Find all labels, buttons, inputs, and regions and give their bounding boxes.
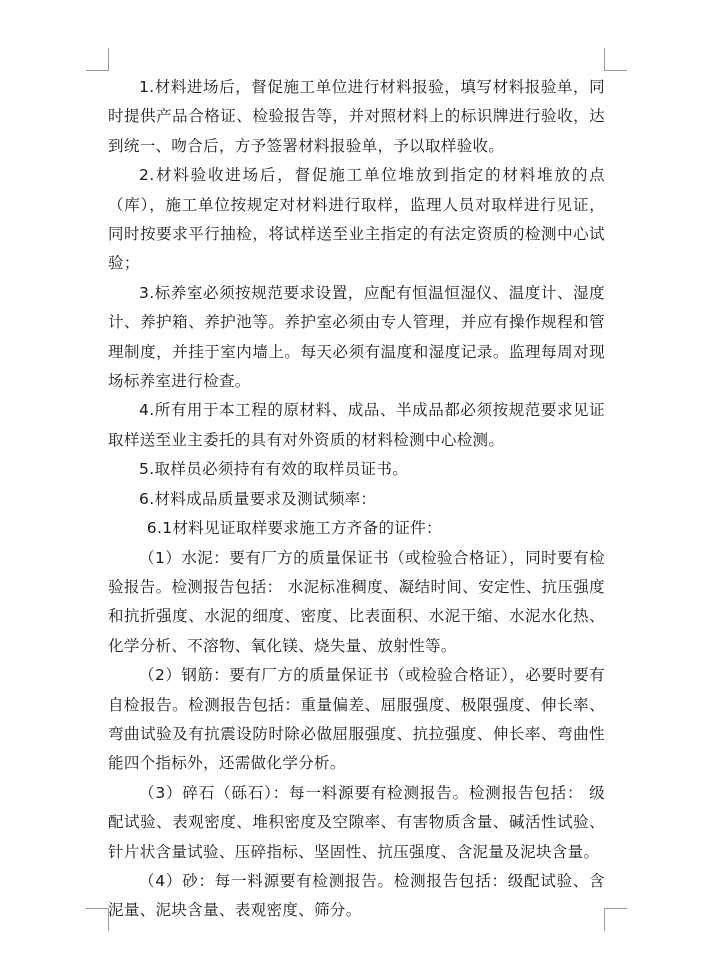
crop-mark-bottom-right — [604, 908, 627, 931]
paragraph-sand: （4）砂：每一料源要有检测报告。检测报告包括：级配试验、含泥量、泥块含量、表观密度、筛分。 — [108, 871, 605, 920]
paragraph-section-6-1: 6.1材料见证取样要求施工方齐备的证件： — [146, 519, 442, 538]
paragraph-material-entry: 1.材料进场后，督促施工单位进行材料报验，填写材料报验单，同时提供产品合格证、检验报告等，并对照材料上的标识牌进行验收，达到统一、吻合后，方予签署材料报验单，予以取样验收。 — [108, 78, 605, 155]
paragraph-cement: （1）水泥：要有厂方的质量保证书（或检验合格证），同时要有检验报告。检测报告包括： 水泥标准稠度、凝结时间、安定性、抗压强度和抗折强度、水泥的细度、密度、比表面积、水泥干缩、水泥水化热、化学分析、不溶物、氧化镁、烧失量、放射性等。 — [108, 548, 605, 655]
paragraph-sampler-certificate: 5.取样员必须持有有效的取样员证书。 — [139, 460, 409, 479]
paragraph-gravel: （3）碎石（砾石）：每一料源要有检测报告。检测报告包括： 级配试验、表观密度、堆积密度及空隙率、有害物质含量、碱活性试验、针片状含量试验、压碎指标、坚固性、抗压强度、含泥量及泥块含量。 — [108, 783, 605, 861]
crop-mark-bottom-left — [86, 908, 109, 931]
paragraph-curing-room: 3.标养室必须按规范要求设置，应配有恒温恒湿仪、温度计、湿度计、养护箱、养护池等。养护室必须由专人管理，并应有操作规程和管理制度，并挂于室内墙上。每天必须有温度和湿度记录。监理每周对现场标养室进行检查。 — [108, 283, 605, 391]
crop-mark-top-right — [604, 48, 627, 71]
document-body — [108, 73, 605, 926]
paragraph-steel: （2）钢筋：要有厂方的质量保证书（或检验合格证），必要时要有自检报告。检测报告包括：重量偏差、屈服强度、极限强度、伸长率、弯曲试验及有抗震设防时除必做屈服强度、抗拉强度、伸长率、弯曲性能四个指标外，还需做化学分析。 — [108, 666, 605, 773]
paragraph-witness-sampling: 4.所有用于本工程的原材料、成品、半成品都必须按规范要求见证取样送至业主委托的具有对外资质的材料检测中心检测。 — [108, 401, 605, 449]
paragraph-material-acceptance: 2.材料验收进场后，督促施工单位堆放到指定的材料堆放的点（库），施工单位按规定对材料进行取样，监理人员对取样进行见证，同时按要求平行抽检，将试样送至业主指定的有法定资质的检测中心试验； — [108, 166, 605, 273]
paragraph-quality-requirements: 6.材料成品质量要求及测试频率： — [139, 489, 377, 508]
crop-mark-top-left — [86, 48, 109, 71]
